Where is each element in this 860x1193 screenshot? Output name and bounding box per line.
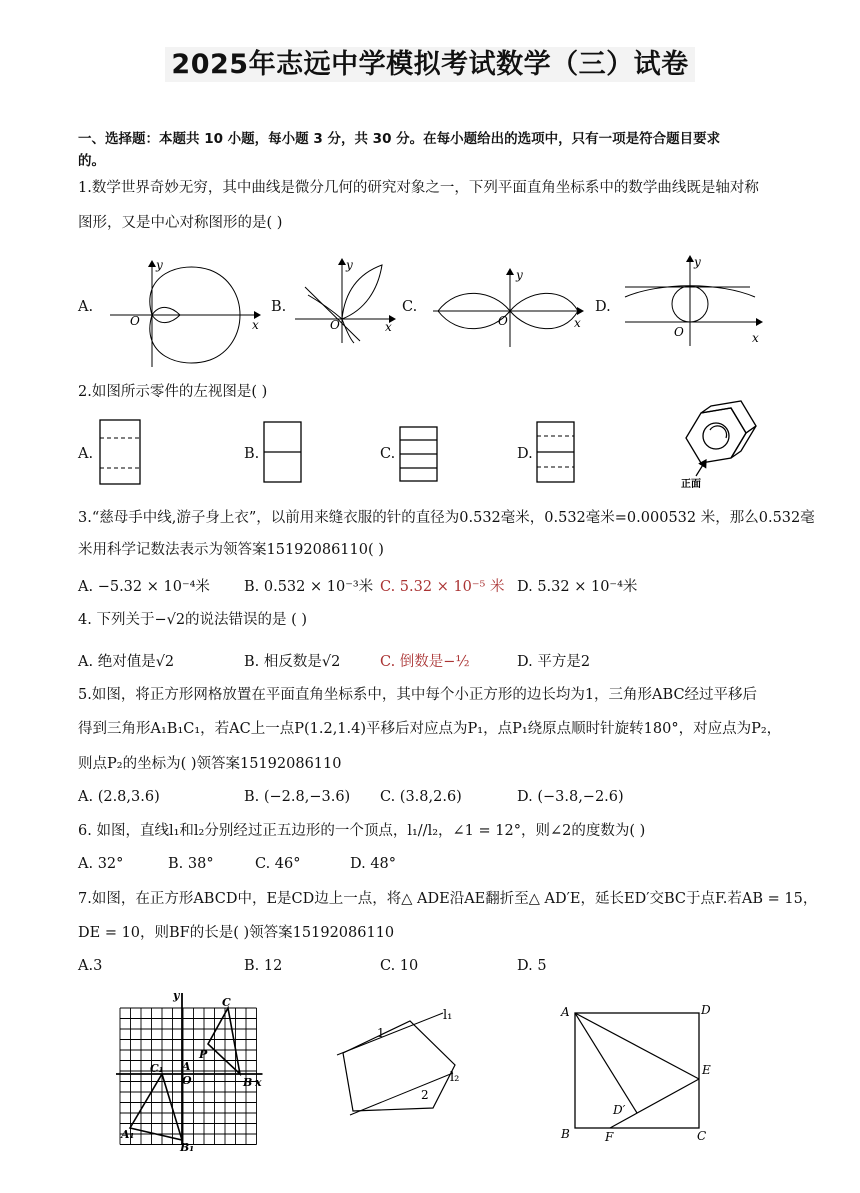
grid-p-label: P (199, 1048, 208, 1061)
origin-label: O (330, 318, 340, 332)
grid-figure (110, 988, 270, 1158)
q7-option-b[interactable]: B. 12 (244, 958, 283, 974)
square-figure (555, 998, 725, 1148)
front-label: 正面 (681, 479, 701, 490)
grid-o-label: O (182, 1074, 192, 1087)
q1-stem-line2: 图形，又是中心对称图形的是( ) (78, 215, 283, 231)
q1-figure-a (100, 255, 270, 370)
q7-option-d[interactable]: D. 5 (517, 958, 547, 974)
l1-label: l₁ (443, 1008, 453, 1023)
grid-a1-label: A₁ (121, 1128, 135, 1141)
grid-c-label: C (222, 996, 231, 1009)
line-l1 (337, 1013, 443, 1055)
q1-option-d[interactable]: D. (595, 299, 611, 315)
q3-option-a[interactable]: A. −5.32 × 10⁻⁴米 (78, 579, 210, 595)
grid-b-label: B (243, 1076, 253, 1089)
pentagon-figure (315, 1003, 475, 1133)
q7-option-a[interactable]: A.3 (78, 958, 103, 974)
q3-stem-line1: 3.“慈母手中线,游子身上衣”，以前用来缝衣服的针的直径为0.532毫米，0.532毫米=0.000532 米，那么0.532毫 (78, 510, 815, 526)
sq-e-label: E (702, 1063, 711, 1077)
q6-option-a[interactable]: A. 32° (78, 856, 124, 872)
axis-y-label: y (516, 268, 523, 282)
origin-label: O (130, 314, 140, 328)
q2-option-b[interactable]: B. (244, 446, 260, 462)
q2-figure-b (262, 420, 304, 486)
q2-option-c[interactable]: C. (380, 446, 396, 462)
axis-x-label: x (252, 318, 259, 332)
grid-x-label: x (255, 1076, 262, 1089)
sq-d-label: D (701, 1003, 711, 1017)
grid-a-label: A (182, 1060, 191, 1073)
q1-option-b[interactable]: B. (271, 299, 287, 315)
section-header-line2: 的。 (78, 153, 105, 169)
q1-figure-d (620, 252, 765, 347)
q6-stem: 6. 如图，直线l₁和l₂分别经过正五边形的一个顶点，l₁//l₂，∠1 = 12°，则∠2的度数为( ) (78, 823, 646, 839)
q2-stem: 2.如图所示零件的左视图是( ) (78, 384, 268, 400)
q3-option-d[interactable]: D. 5.32 × 10⁻⁴米 (517, 579, 638, 595)
q6-option-b[interactable]: B. 38° (168, 856, 214, 872)
q5-option-b[interactable]: B. (−2.8,−3.6) (244, 789, 351, 805)
q7-stem-line2: DE = 10，则BF的长是( )领答案15192086110 (78, 925, 395, 941)
q1-stem-line1: 1.数学世界奇妙无穷，其中曲线是微分几何的研究对象之一，下列平面直角坐标系中的数学曲线既是轴对称 (78, 180, 759, 196)
q3-stem-line2: 米用科学记数法表示为领答案15192086110( ) (78, 542, 384, 558)
grid-c1-label: C₁ (150, 1062, 164, 1075)
triangle-a1b1c1 (130, 1074, 182, 1140)
leaf (342, 265, 382, 319)
sq-b-label: B (561, 1127, 570, 1141)
axis-x-label: x (752, 331, 759, 345)
q1-figure-c (428, 265, 588, 350)
q3-option-c[interactable]: C. 5.32 × 10⁻⁵ 米 (380, 579, 505, 595)
q5-stem-line2: 得到三角形A₁B₁C₁，若AC上一点P(1.2,1.4)平移后对应点为P₁，点P₁绕原点顺时针旋转180°，对应点为P₂， (78, 721, 782, 737)
q5-option-c[interactable]: C. (3.8,2.6) (380, 789, 462, 805)
axis-y-label: y (694, 255, 701, 269)
angle-2-label: 2 (421, 1088, 429, 1102)
angle-1-label: 1 (377, 1026, 385, 1040)
q1-option-c[interactable]: C. (402, 299, 418, 315)
q5-stem-line1: 5.如图，将正方形网格放置在平面直角坐标系中，其中每个小正方形的边长均为1，三角形ABC经过平移后 (78, 687, 758, 703)
q4-stem: 4. 下列关于−√2的说法错误的是 ( ) (78, 612, 308, 628)
q6-option-c[interactable]: C. 46° (255, 856, 301, 872)
q7-option-c[interactable]: C. 10 (380, 958, 419, 974)
q5-option-a[interactable]: A. (2.8,3.6) (78, 789, 160, 805)
grid-y-label: y (173, 989, 180, 1002)
q1-option-a[interactable]: A. (78, 299, 94, 315)
q6-option-d[interactable]: D. 48° (350, 856, 397, 872)
q2-option-a[interactable]: A. (78, 446, 94, 462)
pentagon (343, 1021, 455, 1111)
section-header-line1: 一、选择题：本题共 10 小题，每小题 3 分，共 30 分。在每小题给出的选项中，只有一项是符合题目要求 (78, 131, 721, 147)
sq-dprime-label: D′ (613, 1103, 626, 1117)
q4-option-b[interactable]: B. 相反数是√2 (244, 654, 341, 670)
q1-figure-b (290, 255, 400, 345)
q7-stem-line1: 7.如图，在正方形ABCD中，E是CD边上一点，将△ ADE沿AE翻折至△ AD′E，延长ED′交BC于点F.若AB = 15， (78, 891, 818, 907)
q4-option-a[interactable]: A. 绝对值是√2 (78, 654, 175, 670)
q2-figure-d (535, 420, 577, 486)
q2-option-d[interactable]: D. (517, 446, 533, 462)
square-abcd (575, 1013, 699, 1128)
q4-option-c[interactable]: C. 倒数是−½ (380, 654, 470, 670)
sq-f-label: F (605, 1130, 614, 1144)
page-title: 2025年志远中学模拟考试数学（三）试卷 (0, 42, 860, 81)
origin-label: O (674, 325, 684, 339)
axis-y-label: y (346, 258, 353, 272)
grid-b1-label: B₁ (180, 1141, 195, 1154)
q5-stem-line3: 则点P₂的坐标为( )领答案15192086110 (78, 756, 342, 772)
origin-label: O (498, 314, 508, 328)
sq-c-label: C (697, 1129, 707, 1143)
axis-x-label: x (574, 316, 581, 330)
q5-option-d[interactable]: D. (−3.8,−2.6) (517, 789, 624, 805)
axis-x-label: x (385, 320, 392, 334)
sq-a-label: A (561, 1005, 570, 1019)
q3-option-b[interactable]: B. 0.532 × 10⁻³米 (244, 579, 374, 595)
l2-label: l₂ (450, 1070, 460, 1085)
q4-option-d[interactable]: D. 平方是2 (517, 654, 591, 670)
q2-figure-c (398, 425, 440, 485)
q2-figure-a (98, 418, 143, 488)
axis-y-label: y (156, 258, 163, 272)
hex-nut-figure (676, 398, 776, 490)
